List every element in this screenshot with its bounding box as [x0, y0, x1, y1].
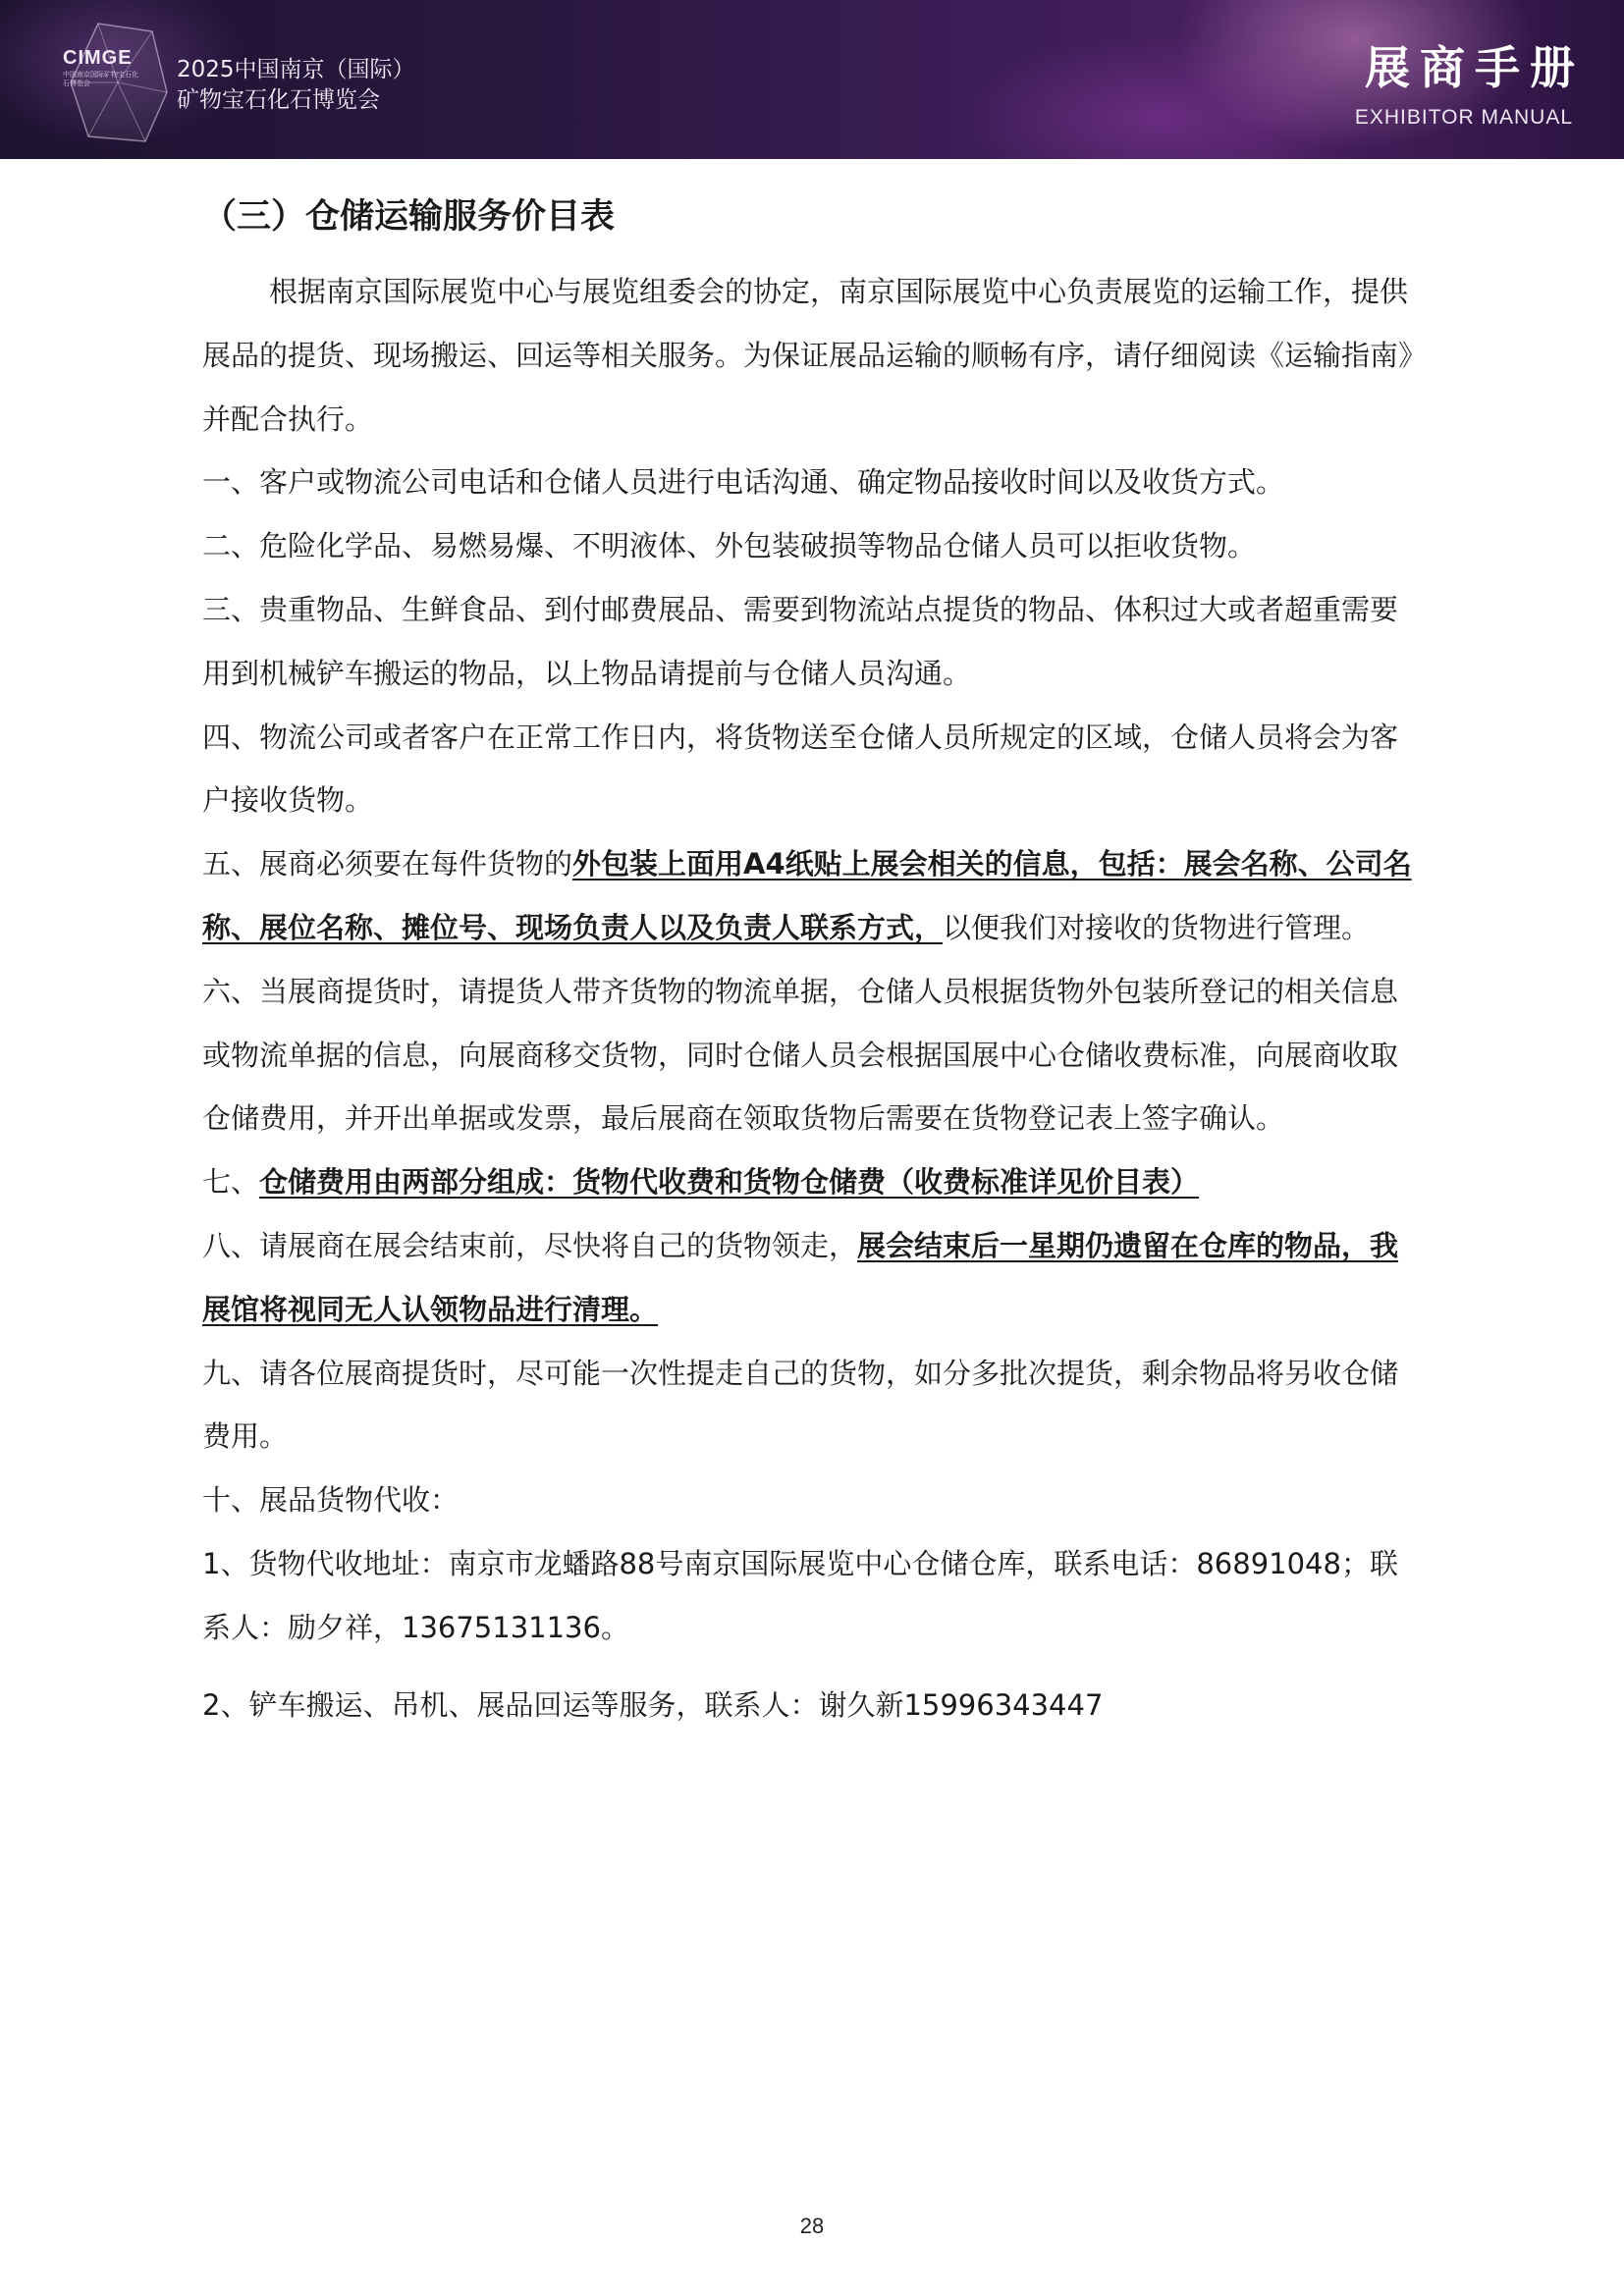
- item-7-lead: 七、: [202, 1165, 260, 1200]
- sub-item-2: 2、铲车搬运、吊机、展品回运等服务，联系人：谢久新15996343447: [202, 1687, 1104, 1722]
- item-7-emphasis: 仓储费用由两部分组成：货物代收费和货物仓储费（收费标准详见价目表）: [259, 1165, 1200, 1200]
- item-6: 六、当展商提货时，请提货人带齐货物的物流单据，仓储人员根据货物外包装所登记的相关信息或物流单据的信息，向展商移交货物，同时仓储人员会根据国展中心仓储收费标准，向展商收取仓储费用，并开出单据或发票，最后展商在领取货物后需要在货物登记表上签字确认。: [202, 974, 1399, 1136]
- item-1: 一、客户或物流公司电话和仓储人员进行电话沟通、确定物品接收时间以及收货方式。: [202, 465, 1285, 500]
- item-8-lead: 八、请展商在展会结束前，尽快将自己的货物领走，: [202, 1228, 858, 1262]
- event-title-line1: 2025中国南京（国际）: [177, 57, 415, 82]
- item-5-lead: 五、展商必须要在每件货物的: [202, 847, 573, 881]
- logo-text: CIMGE: [63, 47, 133, 69]
- item-8: [202, 1214, 1420, 1342]
- item-5-tail: 以便我们对接收的货物进行管理。: [943, 910, 1371, 944]
- item-5-emphasis: 外包装上面用A4纸贴上展会相关的信息，包括：展会名称、公司名称、展位名称、摊位号、现场负责人以及负责人联系方式，: [202, 847, 1412, 944]
- header-banner: [0, 0, 1624, 159]
- item-7: [202, 1150, 1420, 1214]
- main-content: [202, 191, 1420, 1736]
- item-4: 四、物流公司或者客户在正常工作日内，将货物送至仓储人员所规定的区域，仓储人员将会为客户接收货物。: [202, 720, 1399, 818]
- item-9: 九、请各位展商提货时，尽可能一次性提走自己的货物，如分多批次提货，剩余物品将另收仓储费用。: [202, 1356, 1399, 1454]
- item-2: 二、危险化学品、易燃易爆、不明液体、外包装破损等物品仓储人员可以拒收货物。: [202, 529, 1257, 563]
- event-title: [177, 55, 415, 116]
- item-3: 三、贵重物品、生鲜食品、到付邮费展品、需要到物流站点提货的物品、体积过大或者超重需要用到机械铲车搬运的物品，以上物品请提前与仓储人员沟通。: [202, 592, 1399, 690]
- item-10: 十、展品货物代收：: [202, 1483, 460, 1518]
- item-8-emphasis: 展会结束后一星期仍遗留在仓库的物品，我展馆将视同无人认领物品进行清理。: [202, 1228, 1399, 1326]
- manual-subtitle: EXHIBITOR MANUAL: [1354, 106, 1573, 129]
- item-5: [202, 832, 1420, 960]
- section-title: （三）仓储运输服务价目表: [202, 197, 616, 237]
- manual-title: 展商手册: [1365, 41, 1585, 94]
- event-title-line2: 矿物宝石化石博览会: [177, 87, 380, 113]
- intro-paragraph: 根据南京国际展览中心与展览组委会的协定，南京国际展览中心负责展览的运输工作，提供展品的提货、现场搬运、回运等相关服务。为保证展品运输的顺畅有序，请仔细阅读《运输指南》并配合执行。: [202, 275, 1413, 436]
- logo-subtext: 中国南京国际矿物宝石化石博览会: [63, 71, 138, 87]
- page-number: 28: [799, 2214, 825, 2238]
- sub-item-1: 1、货物代收地址：南京市龙蟠路88号南京国际展览中心仓储仓库，联系电话：86891048；联系人：励夕祥，13675131136。: [202, 1546, 1398, 1644]
